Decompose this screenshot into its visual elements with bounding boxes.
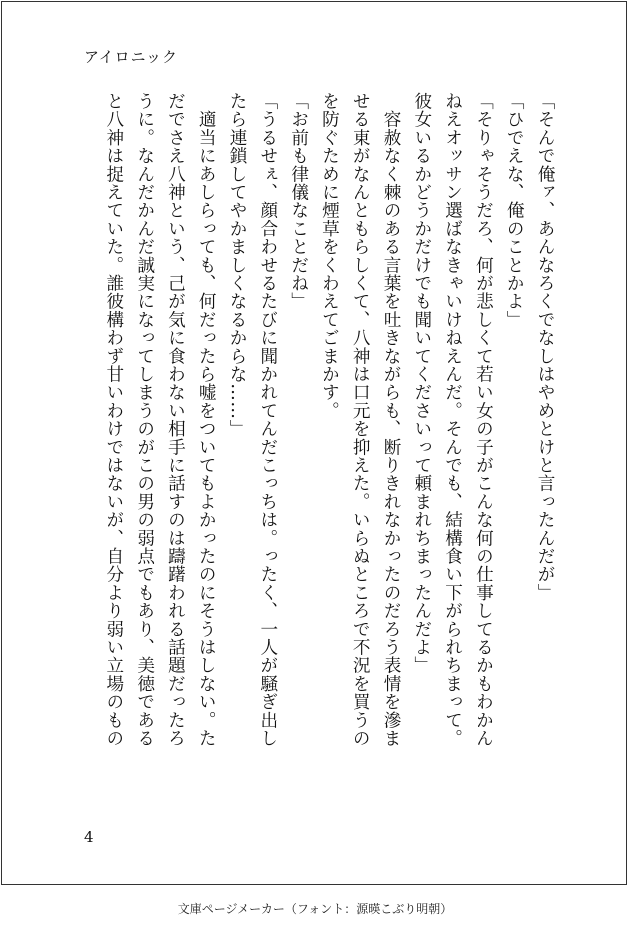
page-number: 4 xyxy=(84,828,94,846)
text-line: と八神は捉えていた。誰彼構わず甘いわけではないが、自分より弱い立場のもの xyxy=(103,92,124,748)
vertical-body-text xyxy=(80,92,560,812)
text-line: たら連鎖してやかましくなるからな……」 xyxy=(227,92,248,438)
text-line: 彼女いるかどうかだけでも聞いてくださいって頼まれちまったんだよ」 xyxy=(411,92,432,675)
footer-caption: 文庫ページメーカー（フォント：源暎こぶり明朝） xyxy=(177,902,453,916)
text-line: 「そりゃそうだろ、何が悲しくて若い女の子がこんな何の仕事してるかもわかん xyxy=(473,92,494,748)
text-line: 「お前も律儀なことだね」 xyxy=(288,92,309,311)
text-line: 容赦なく棘のある言葉を吐きながらも、断りきれなかったのだろう表情を滲ま xyxy=(381,92,402,748)
text-line: 「うるせぇ、顔合わせるたびに聞かれてんだこっちは。ったく、一人が騒ぎ出し xyxy=(257,92,278,748)
text-line: せる東がなんともらしくて、八神は口元を抑えた。いらぬところで不況を買うの xyxy=(350,92,371,748)
text-line: を防ぐために煙草をくわえてごまかす。 xyxy=(319,92,340,420)
book-page xyxy=(1,1,627,885)
running-title: アイロニック xyxy=(84,48,179,66)
text-line: ねえオッサン選ばなきゃいけねえんだ。そんでも、結構食い下がられちまって。 xyxy=(442,92,463,748)
text-line: だでさえ八神という、己が気に食わない相手に話すのは躊躇われる話題だったろ xyxy=(165,92,186,748)
text-line: 「ひでえな、俺のことかよ」 xyxy=(504,92,525,329)
text-line: うに。なんだかんだ誠実になってしまうのがこの男の弱点でもあり、美徳である xyxy=(134,92,155,748)
text-line: 「そんで俺ァ、あんなろくでなしはやめとけと言ったんだが」 xyxy=(535,92,555,602)
text-line: 適当にあしらっても、何だったら嘘をついてもよかったのにそうはしない。た xyxy=(196,92,217,748)
